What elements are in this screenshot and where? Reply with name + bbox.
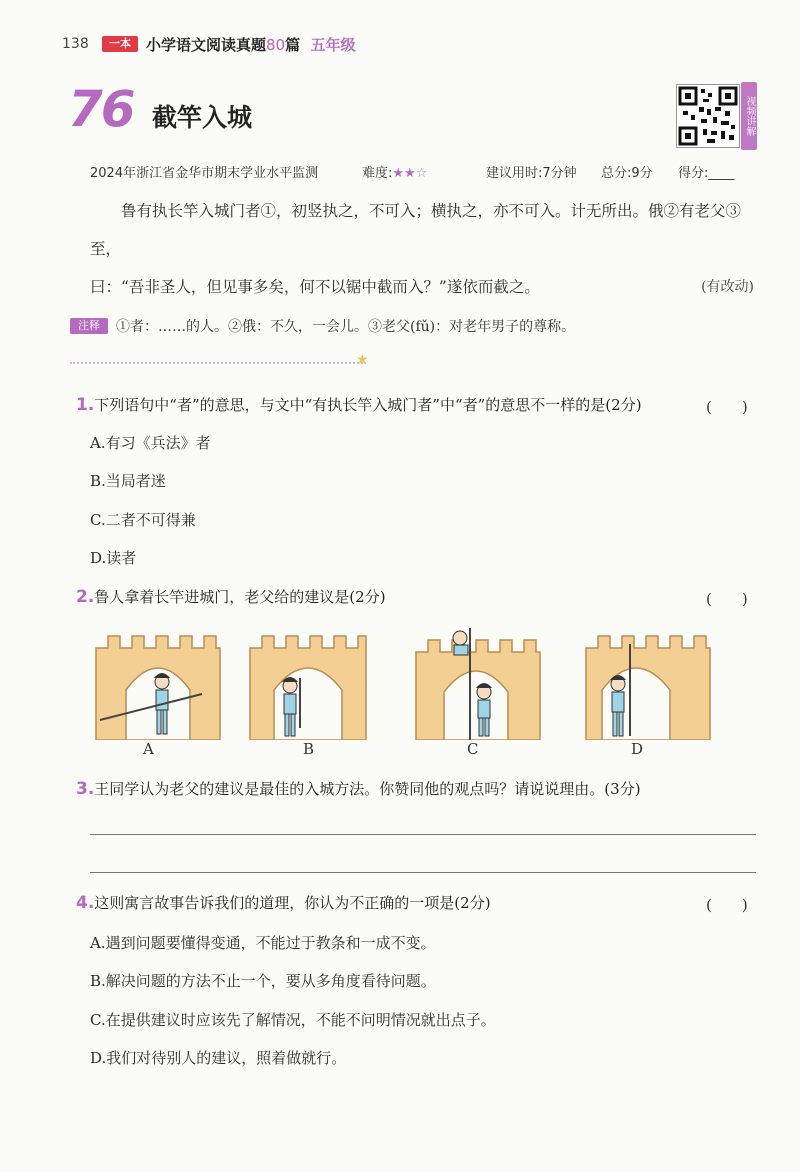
star-icon: ★ [356, 352, 369, 368]
question-4 [76, 892, 491, 913]
question-number: 2. [76, 587, 95, 607]
difficulty [362, 162, 427, 181]
option-a[interactable]: A.有习《兵法》者 [90, 434, 211, 452]
question-text: 这则寓言故事告诉我们的道理，你认为不正确的一项是(2分) [94, 894, 491, 912]
figure-b-illustration[interactable] [240, 628, 376, 740]
figure-d-illustration[interactable] [580, 628, 716, 740]
notes-text: ①者：……的人。②俄：不久，一会儿。③老父(fǔ)：对老年男子的尊称。 [116, 319, 576, 335]
passage-line: 曰：“吾非圣人，但见事多矣，何不以锯中截而入？”遂依而截之。 [90, 278, 540, 296]
book-title-suffix: 篇 [285, 36, 301, 54]
brand-logo: 一本 [102, 36, 138, 52]
difficulty-label: 难度: [362, 166, 393, 181]
passage [90, 192, 760, 306]
question-text: 下列语句中“者”的意思，与文中“有执长竿入城门者”中“者”的意思不一样的是(2分) [94, 396, 642, 414]
question-1 [76, 394, 642, 415]
grade-label: 五年级 [310, 36, 356, 54]
figure-b-label: B [303, 740, 315, 758]
figure-c-label: C [467, 740, 479, 758]
question-text: 王同学认为老父的建议是最佳的入城方法。你赞同他的观点吗？请说说理由。(3分) [94, 780, 641, 798]
question-number: 3. [76, 779, 95, 799]
lesson-title: 截竿入城 [152, 103, 253, 132]
qr-code[interactable] [676, 84, 740, 148]
suggested-time: 建议用时:7分钟 [486, 166, 577, 181]
figure-d-label: D [631, 740, 644, 758]
option-b[interactable]: B.当局者迷 [90, 472, 166, 490]
book-title-num: 80 [266, 36, 286, 54]
question-number: 4. [76, 893, 95, 913]
option-a[interactable]: A.遇到问题要懂得变通，不能过于教条和一成不变。 [90, 934, 436, 952]
difficulty-stars: ★★☆ [392, 166, 428, 181]
answer-paren[interactable]: ( ) [706, 590, 748, 608]
passage-line: 鲁有执长竿入城门者①，初竖执之，不可入；横执之，亦不可入。计无所出。俄②有老父③至， [90, 202, 742, 258]
figure-a-illustration[interactable] [90, 628, 226, 740]
option-d[interactable]: D.我们对待别人的建议，照着做就行。 [90, 1049, 347, 1067]
notes-badge: 注释 [70, 318, 108, 334]
divider [70, 362, 366, 364]
answer-paren[interactable]: ( ) [706, 896, 748, 914]
score-blank[interactable]: 得分:____ [678, 166, 735, 181]
total-score: 总分:9分 [601, 166, 653, 181]
video-tag[interactable]: 视频讲解 [741, 82, 757, 150]
book-title [146, 34, 356, 55]
option-d[interactable]: D.读者 [90, 549, 137, 567]
figure-a-label: A [143, 740, 154, 758]
option-c[interactable]: C.在提供建议时应该先了解情况，不能不问明情况就出点子。 [90, 1011, 496, 1029]
question-3 [76, 778, 641, 799]
source-label: 2024年浙江省金华市期末学业水平监测 [90, 166, 319, 181]
figure-c-illustration[interactable] [410, 628, 546, 740]
page-number: 138 [62, 36, 89, 52]
question-number: 1. [76, 395, 95, 415]
question-text: 鲁人拿着长竿进城门，老父给的建议是(2分) [94, 588, 386, 606]
lesson-number: 76 [68, 80, 134, 138]
answer-line[interactable] [90, 834, 756, 835]
answer-paren[interactable]: ( ) [706, 398, 748, 416]
answer-line[interactable] [90, 872, 756, 873]
option-b[interactable]: B.解决问题的方法不止一个，要从多角度看待问题。 [90, 972, 436, 990]
book-title-prefix: 小学语文阅读真题 [146, 36, 267, 54]
question-2 [76, 586, 386, 607]
revised-note: (有改动) [701, 279, 754, 295]
option-c[interactable]: C.二者不可得兼 [90, 511, 196, 529]
